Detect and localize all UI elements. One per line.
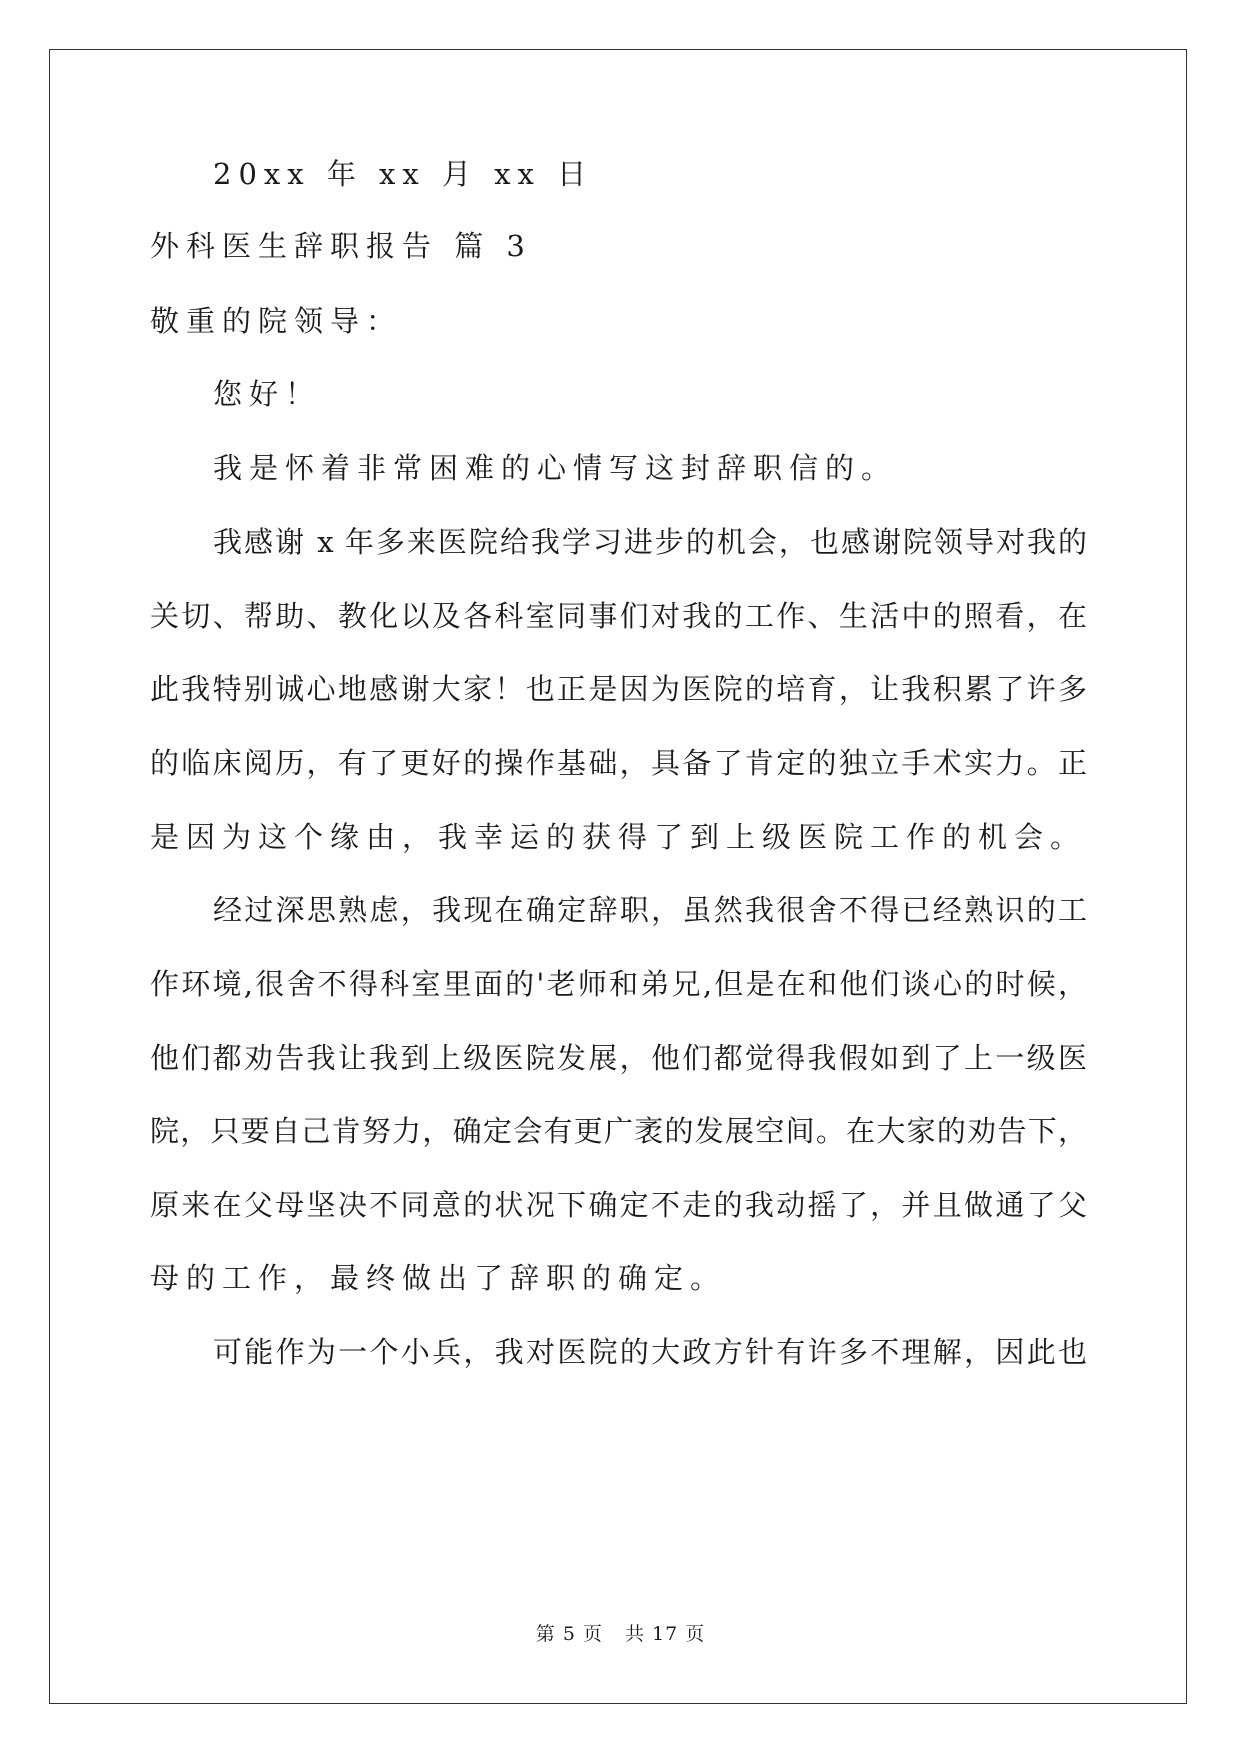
page-frame	[49, 49, 1187, 1704]
paragraph-line: 作环境,很舍不得科室里面的'老师和弟兄,但是在和他们谈心的时候，	[150, 967, 1087, 1001]
paragraph-line: 关切、帮助、教化以及各科室同事们对我的工作、生活中的照看，在	[150, 599, 1087, 633]
paragraph-line: 是因为这个缘由，我幸运的获得了到上级医院工作的机会。	[150, 820, 1087, 854]
paragraph-line: 此我特别诚心地感谢大家！也正是因为医院的培育，让我积累了许多	[150, 672, 1087, 706]
section-title: 外科医生辞职报告 篇 3	[150, 229, 532, 263]
paragraph-line: 我是怀着非常困难的心情写这封辞职信的。	[213, 451, 898, 485]
paragraph-line: 经过深思熟虑，我现在确定辞职，虽然我很舍不得已经熟识的工	[213, 893, 1087, 927]
paragraph-line: 原来在父母坚决不同意的状况下确定不走的我动摇了，并且做通了父	[150, 1188, 1087, 1222]
page-total: 共 17 页	[624, 1623, 706, 1645]
paragraph-line: 可能作为一个小兵，我对医院的大政方针有许多不理解，因此也	[213, 1335, 1087, 1369]
page-number: 第 5 页	[535, 1623, 603, 1645]
paragraph-line: 他们都劝告我让我到上级医院发展，他们都觉得我假如到了上一级医	[150, 1041, 1087, 1075]
paragraph-line: 我感谢 x 年多来医院给我学习进步的机会，也感谢院领导对我的	[213, 525, 1087, 559]
paragraph-line: 院，只要自己肯努力，确定会有更广袤的发展空间。在大家的劝告下，	[150, 1114, 1087, 1148]
greeting: 您好！	[213, 377, 322, 411]
paragraph-line: 母的工作，最终做出了辞职的确定。	[150, 1261, 727, 1295]
page-footer	[0, 1619, 1241, 1646]
date-line: 20xx 年 xx 月 xx 日	[213, 157, 594, 191]
paragraph-line: 的临床阅历，有了更好的操作基础，具备了肯定的独立手术实力。正	[150, 746, 1087, 780]
salutation: 敬重的院领导：	[150, 304, 403, 338]
